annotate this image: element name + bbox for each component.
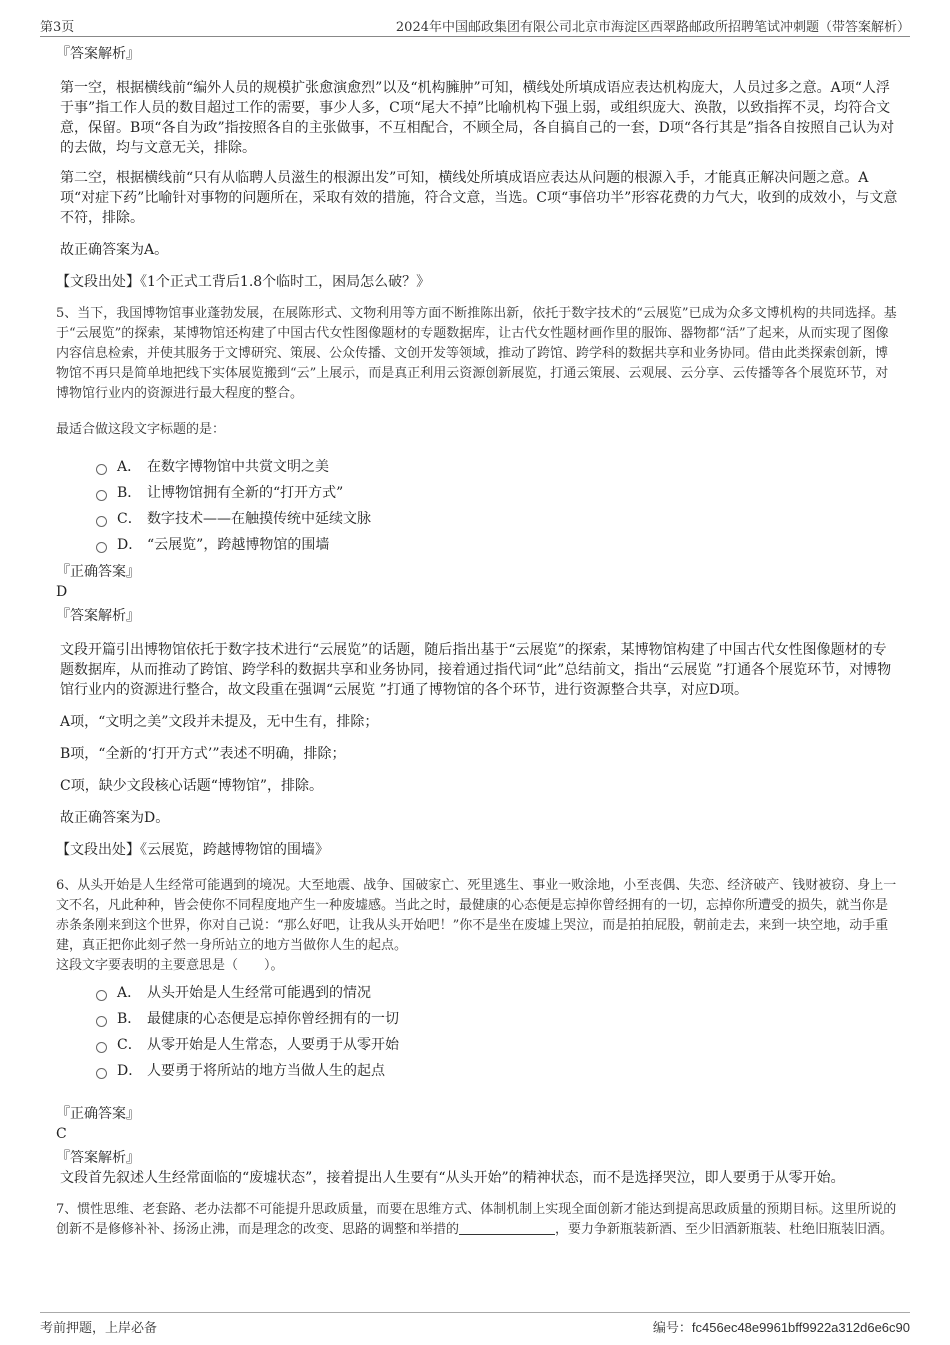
radio-icon[interactable] [96,542,107,553]
analysis-label: 『答案解析』 [56,46,140,62]
radio-icon[interactable] [96,990,107,1001]
analysis-label: 『答案解析』 [56,608,140,624]
correct-answer: C [56,1126,67,1142]
page-footer [40,1312,910,1335]
analysis-paragraph: 文段开篇引出博物馆依托于数字技术进行“云展览”的话题，随后指出基于“云展览”的探索，某博物馆构建了中国古代女性图像题材的专题数据库，从而推动了跨馆、跨学科的数据共享和业务协同，接着通过指代词“此”总结前文，指出“云展览 ”打通各个展览环节，对博物馆行业内的资源进行整合，故文段重在强调“云展览 ”打通了博物馆的各个环节，进行资源整合共享，对应D项。 [60,642,892,698]
option-a[interactable]: A． 在数字博物馆中共赏文明之美 [96,454,900,480]
analysis-paragraph: 第二空，根据横线前“只有从临聘人员滋生的根源出发”可知，横线处所填成语应表达从问题的根源入手，才能真正解决问题之意。A项“对症下药”比喻针对事物的问题所在，采取有效的措施，符合文意，当选。C项“事倍功半”形容花费的力气大，收到的成效小，与文意不符，排除。 [60,170,898,226]
analysis-conclusion: 故正确答案为D。 [60,810,170,826]
analysis-paragraph: B项，“全新的‘打开方式’”表述不明确，排除； [60,746,346,762]
option-c[interactable]: C． 从零开始是人生常态，人要勇于从零开始 [96,1032,900,1058]
radio-icon[interactable] [96,464,107,475]
option-a[interactable]: A． 从头开始是人生经常可能遇到的情况 [96,980,900,1006]
fill-blank[interactable] [459,1220,555,1235]
analysis-conclusion: 故正确答案为A。 [60,242,169,258]
correct-answer-label: 『正确答案』 [56,564,140,580]
document-title: 2024年中国邮政集团有限公司北京市海淀区西翠路邮政所招聘笔试冲刺题（带答案解析） [395,20,910,35]
correct-answer-label: 『正确答案』 [56,1106,140,1122]
option-list [96,980,900,1084]
analysis-paragraph: A项，“文明之美”文段并未提及，无中生有，排除； [60,714,379,730]
correct-answer: D [56,584,68,600]
question-stem: 7、惯性思维、老套路、老办法都不可能提升思政质量，而要在思维方式、体制机制上实现全面创新才能达到提高思政质量的预期目标。这里所说的创新不是修修补补、扬汤止沸，而是理念的改变、思路的调整和举措的 ，要力争新瓶装新酒、至少旧酒新瓶装、杜绝旧瓶装旧酒。 [56,1202,897,1237]
analysis-paragraph: C项，缺少文段核心话题“博物馆”，排除。 [60,778,324,794]
question-prompt: 最适合做这段文字标题的是： [56,422,226,437]
option-c[interactable]: C． 数字技术——在触摸传统中延续文脉 [96,506,900,532]
page-number: 第3页 [40,20,75,35]
radio-icon[interactable] [96,516,107,527]
page-header [40,14,910,37]
radio-icon[interactable] [96,1016,107,1027]
source-citation: 【文段出处】《云展览，跨越博物馆的围墙》 [56,842,329,858]
option-list [96,454,900,558]
option-d[interactable]: D． 人要勇于将所站的地方当做人生的起点 [96,1058,900,1084]
footer-slogan: 考前押题，上岸必备 [40,1321,158,1336]
question-stem: 6、从头开始是人生经常可能遇到的境况。大至地震、战争、国破家亡、死里逃生、事业一败涂地，小至丧偶、失恋、经济破产、钱财被窃、身上一文不名，凡此种种，皆会使你不同程度地产生一种废墟感。当此之时，最健康的心态便是忘掉你曾经拥有的一切，忘掉你所遭受的损失，就当你是赤条条刚来到这个世界，你对自己说：“那么好吧，让我从头开始吧！”你不是坐在废墟上哭泣，而是拍拍屁股，朝前走去，来到一块空地，动手重建，真正把你此刻孑然一身所站立的地方当做你人生的起点。 [56,878,897,953]
radio-icon[interactable] [96,490,107,501]
radio-icon[interactable] [96,1068,107,1079]
question-stem: 5、当下，我国博物馆事业蓬勃发展，在展陈形式、文物利用等方面不断推陈出新，依托于数字技术的“云展览”已成为众多文博机构的共同选择。基于“云展览”的探索，某博物馆还构建了中国古代女性图像题材的专题数据库，让古代女性题材画作里的服饰、器物都“活”了起来，从而实现了图像内容信息检索，并使其服务于文博研究、策展、公众传播、文创开发等领域，推动了跨馆、跨学科的数据共享和业务协同。借由此类探索创新，博物馆不再只是简单地把线下实体展览搬到“云”上展示，而是真正利用云资源创新展览，打通云策展、云观展、云分享、云传播等各个展览环节，对博物馆行业内的资源进行最大程度的整合。 [56,306,897,401]
analysis-paragraph: 第一空，根据横线前“编外人员的规模扩张愈演愈烈”以及“机构臃肿”可知，横线处所填成语应表达机构庞大，人员过多之意。A项“人浮于事”指工作人员的数目超过工作的需要，事少人多，C项“尾大不掉”比喻机构下强上弱，或组织庞大、涣散，以致指挥不灵，均符合文意，保留。B项“各自为政”指按照各自的主张做事，不互相配合，不顾全局，各自搞自己的一套，D项“各行其是”指各自按照自己认为对的去做，均与文意无关，排除。 [60,80,895,156]
option-b[interactable]: B． 让博物馆拥有全新的“打开方式” [96,480,900,506]
source-citation: 【文段出处】《1个正式工背后1.8个临时工，困局怎么破？》 [56,274,431,290]
document-code: 编号：fc456ec48e9961bff9922a312d6e6c90 [652,1320,910,1335]
option-b[interactable]: B． 最健康的心态便是忘掉你曾经拥有的一切 [96,1006,900,1032]
option-d[interactable]: D． “云展览”，跨越博物馆的围墙 [96,532,900,558]
analysis-paragraph: 文段首先叙述人生经常面临的“废墟状态”，接着提出人生要有“从头开始”的精神状态，而不是选择哭泣，即人要勇于从零开始。 [60,1170,845,1186]
analysis-label: 『答案解析』 [56,1150,140,1166]
radio-icon[interactable] [96,1042,107,1053]
page-content [56,44,900,1240]
question-prompt: 这段文字要表明的主要意思是（ ）。 [56,958,284,973]
